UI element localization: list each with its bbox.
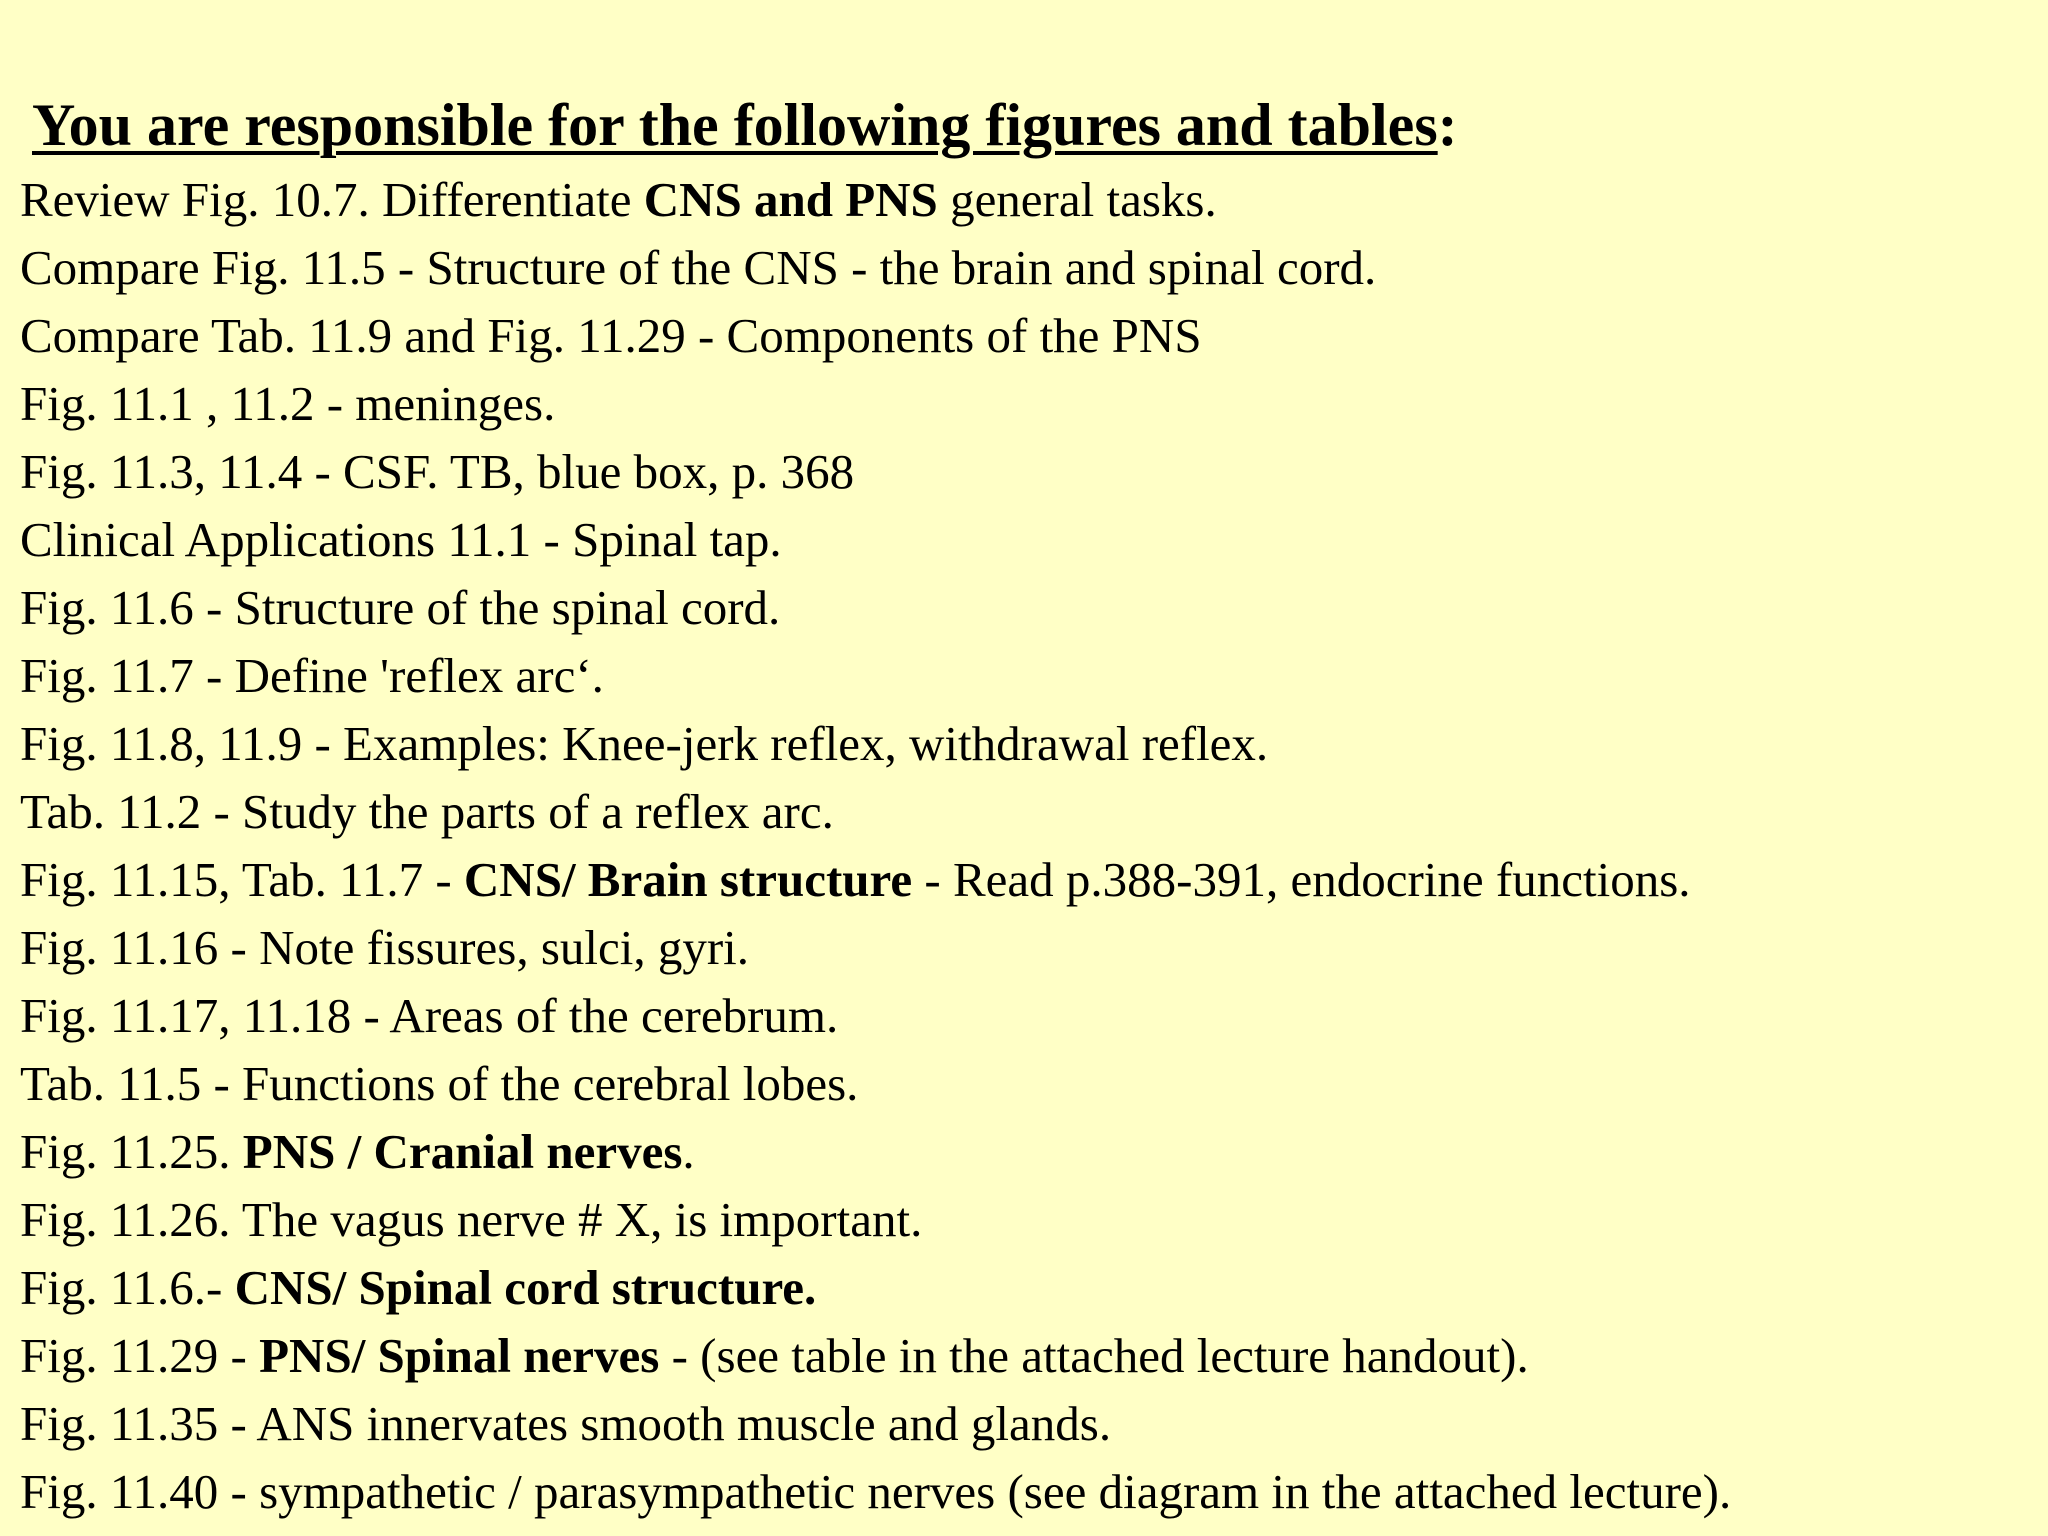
item-text: Fig. 11.16 - Note fissures, sulci, gyri. [20, 920, 750, 975]
item-text: Fig. 11.25. [20, 1124, 243, 1179]
item-text: Fig. 11.40 - sympathetic / parasympathetic nerves (see diagram in the attached lecture). [20, 1464, 1732, 1519]
list-item [20, 370, 1731, 438]
item-text: Fig. 11.3, 11.4 - CSF. TB, blue box, p. 368 [20, 444, 855, 499]
item-text: - Read p.388-391, endocrine functions. [912, 852, 1691, 907]
item-text: Fig. 11.6.- [20, 1260, 235, 1315]
slide-title-text: You are responsible for the following figures and tables [32, 92, 1438, 158]
slide-title [32, 88, 1458, 162]
list-item [20, 778, 1731, 846]
item-text: Compare Fig. 11.5 - Structure of the CNS - the brain and spinal cord. [20, 240, 1377, 295]
item-text: . [682, 1124, 695, 1179]
item-text: Fig. 11.7 - Define 'reflex arc‘. [20, 648, 604, 703]
item-text: Fig. 11.1 , 11.2 - meninges. [20, 376, 556, 431]
item-text: Compare Tab. 11.9 and Fig. 11.29 - Components of the PNS [20, 308, 1202, 363]
item-text: Clinical Applications 11.1 - Spinal tap. [20, 512, 782, 567]
item-text: Fig. 11.6 - Structure of the spinal cord. [20, 580, 781, 635]
emphasized-text: CNS/ Spinal cord structure. [234, 1260, 817, 1315]
list-item [20, 574, 1731, 642]
item-text: Fig. 11.35 - ANS innervates smooth muscle and glands. [20, 1396, 1112, 1451]
list-item [20, 1322, 1731, 1390]
list-item [20, 1186, 1731, 1254]
list-item [20, 846, 1731, 914]
slide-title-suffix: : [1437, 92, 1458, 158]
item-text: Tab. 11.5 - Functions of the cerebral lobes. [20, 1056, 859, 1111]
item-text: Fig. 11.29 - [20, 1328, 260, 1383]
list-item [20, 1390, 1731, 1458]
list-item [20, 982, 1731, 1050]
list-item [20, 1254, 1731, 1322]
emphasized-text: PNS / Cranial nerves [242, 1124, 683, 1179]
list-item [20, 1458, 1731, 1526]
emphasized-text: CNS and PNS [643, 172, 938, 227]
emphasized-text: PNS/ Spinal nerves [259, 1328, 660, 1383]
item-text: Tab. 11.2 - Study the parts of a reflex arc. [20, 784, 834, 839]
item-text: Fig. 11.17, 11.18 - Areas of the cerebrum. [20, 988, 839, 1043]
item-text: Review Fig. 10.7. Differentiate [20, 172, 644, 227]
list-item [20, 438, 1731, 506]
item-text: Fig. 11.26. The vagus nerve # X, is important. [20, 1192, 923, 1247]
emphasized-text: CNS/ Brain structure [463, 852, 913, 907]
list-item [20, 166, 1731, 234]
list-item [20, 710, 1731, 778]
list-item [20, 1118, 1731, 1186]
list-item [20, 642, 1731, 710]
item-text: Fig. 11.8, 11.9 - Examples: Knee-jerk reflex, withdrawal reflex. [20, 716, 1269, 771]
item-text: - (see table in the attached lecture handout). [659, 1328, 1529, 1383]
list-item [20, 302, 1731, 370]
list-item [20, 914, 1731, 982]
list-item [20, 234, 1731, 302]
list-item [20, 1050, 1731, 1118]
item-text: Fig. 11.15, Tab. 11.7 - [20, 852, 464, 907]
assignment-list [20, 166, 1731, 1526]
list-item [20, 506, 1731, 574]
item-text: general tasks. [937, 172, 1217, 227]
